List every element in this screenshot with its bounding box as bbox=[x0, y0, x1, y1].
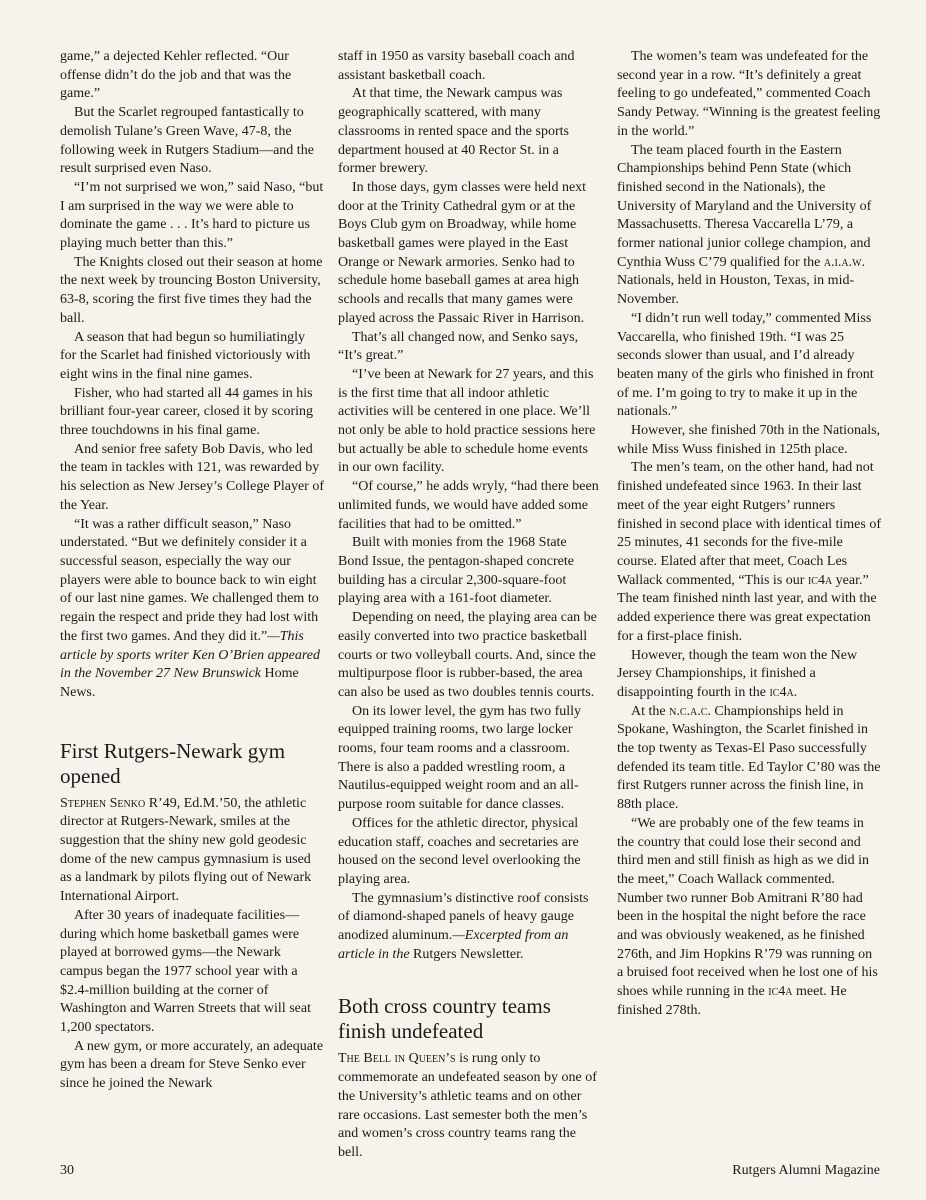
paragraph bbox=[617, 142, 881, 310]
paragraph: In those days, gym classes were held next door at the Trinity Cathedral gym or at the Boys Club gym on Broadway, while home basketball games were played in the East Orange or Newark armories. Senko had to schedule home baseball games at area high schools and recalls that many games were played across the Passaic River in Harrison. bbox=[338, 179, 587, 326]
paragraph bbox=[617, 647, 881, 703]
column-2 bbox=[338, 48, 600, 1163]
paragraph-text: However, though the team won the New Jersey Championships, it finished a disappointing fourth in the bbox=[617, 647, 858, 700]
article-credit: —This article by sports writer Ken O’Brien appeared in the November 27 New Brunswick bbox=[60, 628, 321, 682]
gym-article-heading: First Rutgers-Newark gym opened bbox=[60, 738, 286, 788]
column-3 bbox=[617, 48, 881, 1021]
paragraph-text: The men’s team, on the other hand, had not finished undefeated since 1963. In their last meet of the year eight Rutgers’ runners finished in second place with identical times of 25 minutes, 41 seconds for the five-mile course. Elated after that meet, Coach Les Wallack commented, “This is our bbox=[617, 460, 881, 588]
paragraph-with-credit bbox=[60, 516, 324, 703]
paragraph-text: Nationals, held in Houston, Texas, in mid-November. bbox=[617, 273, 855, 308]
paragraph: Built with monies from the 1968 State Bond Issue, the pentagon-shaped concrete building has a circular 2,300-square-foot playing area with a 161-foot diameter. bbox=[338, 535, 574, 607]
paragraph: But the Scarlet regrouped fantastically to demolish Tulane’s Green Wave, 47-8, the following week in Rutgers Stadium—and the result surprised even Naso. bbox=[60, 105, 314, 177]
paragraph: The women’s team was undefeated for the second year in a row. “It’s definitely a great feeling to go undefeated,” commented Coach Sandy Petway. “Winning is the greatest feeling in the world.” bbox=[617, 49, 881, 139]
paragraph: On its lower level, the gym has two fully equipped training rooms, two large locker rooms, four team rooms and a classroom. There is also a padded wrestling room, a Nautilus-equipped weight room and an all-purpose room suitable for dance classes. bbox=[338, 703, 582, 813]
article-credit-source: Rutgers Newsletter. bbox=[409, 946, 524, 962]
paragraph: The Knights closed out their season at home the next week by trouncing Boston University, 63-8, scoring the first five times they had the ball. bbox=[60, 254, 323, 326]
acronym: ic4a. bbox=[769, 684, 798, 700]
paragraph-text: meet. He finished 278th. bbox=[617, 984, 847, 1018]
lead-text: R’49, Ed.M.’50, the athletic director at Rutgers-Newark, smiles at the suggestion that the shiny new gold geodesic dome of the new campus gymnasium is used as a landmark by pilots flying out of Newark International Airport. bbox=[60, 795, 312, 905]
acronym: n.c.a.c. bbox=[669, 703, 711, 719]
paragraph-text: At the bbox=[631, 703, 670, 719]
page-number: 30 bbox=[60, 1163, 74, 1178]
paragraph: game,” a dejected Kehler reflected. “Our offense didn’t do the job and that was the game.” bbox=[60, 49, 292, 102]
paragraph: However, she finished 70th in the Nationals, while Miss Wuss finished in 125th place. bbox=[617, 423, 881, 457]
paragraph: A new gym, or more accurately, an adequate gym has been a dream for Steve Senko ever since he joined the Newark bbox=[60, 1038, 324, 1092]
lead-text: is rung only to commemorate an undefeated season by one of the University’s athletic teams and on other rare occasions. Last semester both the men’s and women’s cross country teams rang the bell. bbox=[338, 1051, 597, 1160]
paragraph-text: Championships held in Spokane, Washington, the Scarlet finished in the top twenty as Texas-El Paso successfully defended its team title. Ed Taylor C’80 was the first Rutgers runner across the finish line, in 88th place. bbox=[617, 703, 881, 813]
paragraph: “I’m not surprised we won,” said Naso, “but I am surprised in the way we were able to dominate the game . . . It’s hard to picture us playing much better than this.” bbox=[60, 179, 324, 252]
paragraph-with-credit bbox=[338, 890, 600, 965]
paragraph: Fisher, who had started all 44 games in his brilliant four-year career, closed it by scoring three touchdowns in his final game. bbox=[60, 385, 313, 439]
paragraph-text: “We are probably one of the few teams in the country that could lose their second and third men and still finish as high as we did in the meet,” Coach Wallack commented. Number two runner Bob Amitrani R’80 had been in the hospital the night before the race and was obviously weakened, as he finished 276th, and Jim Hopkins R’79 was running on a bruised foot received when he lost one of his shoes while running in the bbox=[617, 815, 878, 1000]
paragraph: After 30 years of inadequate facilities—during which home basketball games were played at borrowed gyms—the Newark campus began the 1977 school year with a $2.4-million building at the corner of Washington and Warren Streets that will seat 1,200 spectators. bbox=[60, 907, 311, 1036]
cross-country-lead-paragraph bbox=[338, 1050, 600, 1162]
paragraph: Depending on need, the playing area can be easily converted into two practice basketball courts or two volleyball courts. And, since the multipurpose floor is rubber-based, the area can also be used as two doubles tennis courts. bbox=[338, 610, 597, 700]
paragraph bbox=[617, 815, 881, 1021]
article-credit: —Excerpted from an article in the bbox=[338, 928, 569, 962]
paragraph: That’s all changed now, and Senko says, “It’s great.” bbox=[338, 329, 579, 364]
paragraph: “Of course,” he adds wryly, “had there been unlimited funds, we would have added some facilities that had to be omitted.” bbox=[338, 479, 599, 532]
publication-name: Rutgers Alumni Magazine bbox=[732, 1163, 880, 1178]
lead-in: Stephen Senko bbox=[60, 795, 146, 811]
acronym: ic4a bbox=[807, 572, 833, 588]
acronym: ic4a bbox=[768, 984, 793, 1000]
paragraph bbox=[617, 703, 881, 815]
paragraph: “I’ve been at Newark for 27 years, and this is the first time that all indoor athletic activities will be centered in one place. We’ll not only be able to hold practice sessions here but actually be able to schedule home events in our own facility. bbox=[338, 366, 596, 476]
quote-text: “It was a rather difficult season,” Naso understated. “But we definitely consider it a successful season, especially the way our players were able to bounce back to win eight of our last nine games. We challenged them to regain the respect and pride they had lost with the first two games. And they did it.” bbox=[60, 516, 319, 644]
cross-country-heading: Both cross country teams finish undefeated bbox=[338, 994, 551, 1044]
lead-in: The Bell in Queen’s bbox=[338, 1051, 456, 1067]
paragraph: A season that had begun so humiliatingly for the Scarlet had finished victoriously with eight wins in the final nine games. bbox=[60, 329, 311, 382]
gym-lead-paragraph bbox=[60, 795, 324, 907]
paragraph: And senior free safety Bob Davis, who led the team in tackles with 121, was rewarded by his selection as New Jersey’s College Player of the Year. bbox=[60, 441, 324, 513]
paragraph: At that time, the Newark campus was geographically scattered, with many classrooms in rented space and the sports department housed at 40 Rector St. in a former brewery. bbox=[338, 86, 569, 177]
article-credit-source: Home News. bbox=[60, 666, 299, 700]
paragraph bbox=[617, 459, 881, 646]
paragraph: staff in 1950 as varsity baseball coach and assistant basketball coach. bbox=[338, 49, 575, 83]
paragraph-text: The team placed fourth in the Eastern Championships behind Penn State (which finished second in the Nationals), the University of Maryland and the University of Massachusetts. Theresa Vaccarella L’79, a former national junior college champion, and Cynthia Wuss C’79 qualified for the bbox=[617, 142, 872, 270]
acronym: a.i.a.w. bbox=[823, 254, 866, 270]
paragraph-text: year.” The team finished ninth last year, and with the added experience there was great expectation for a first-place finish. bbox=[617, 572, 877, 644]
paragraph: Offices for the athletic director, physical education staff, coaches and secretaries are housed on the second level overlooking the playing area. bbox=[338, 815, 581, 887]
column-1 bbox=[60, 48, 324, 1094]
paragraph: “I didn’t run well today,” commented Miss Vaccarella, who finished 19th. “I was 25 seconds slower than usual, and I’d already beaten many of the girls who finished in front of me. I’m going to try to make it up in the nationals.” bbox=[617, 310, 874, 420]
paragraph-text: The gymnasium’s distinctive roof consists of diamond-shaped panels of heavy gauge anodized aluminum. bbox=[338, 890, 589, 944]
